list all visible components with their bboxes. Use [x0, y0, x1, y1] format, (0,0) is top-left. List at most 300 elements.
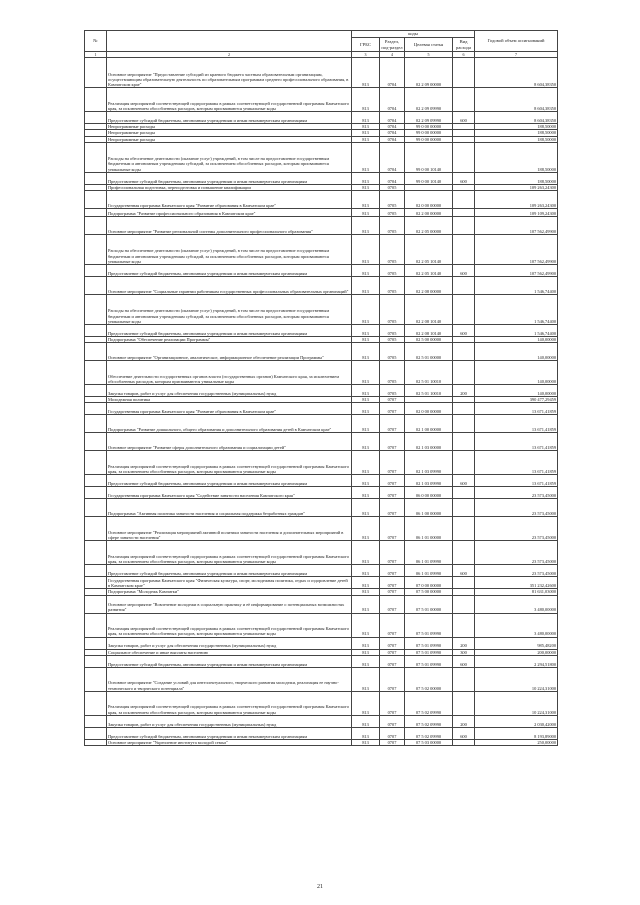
row-num — [85, 517, 107, 541]
row-num — [85, 577, 107, 589]
row-grbs: 813 — [352, 295, 380, 325]
row-exptype: 300 — [453, 649, 475, 655]
row-amount: 188,50000 — [475, 136, 558, 142]
row-section: 0707 — [380, 691, 405, 715]
page-number: 21 — [317, 884, 323, 890]
header-grbs: ГРБС — [352, 38, 380, 52]
row-grbs: 813 — [352, 265, 380, 277]
row-num — [85, 325, 107, 337]
row-section: 0707 — [380, 589, 405, 595]
row-name: Расходы на обеспечение деятельности (оказание услуг) учреждений, в том числе на предоставление государственным бюджетным и автономным учреждениям субсидий, за исключением обособленных расходов, которым присваиваются уникальные коды — [107, 235, 352, 265]
table-body — [85, 58, 558, 746]
row-grbs: 813 — [352, 649, 380, 655]
row-target: 02 2 00 00000 — [405, 209, 453, 217]
row-num — [85, 277, 107, 295]
row-grbs: 813 — [352, 691, 380, 715]
row-target: 02 1 00 00000 — [405, 415, 453, 433]
row-name: Основное мероприятие "Организационное, аналитическое, информационное обеспечение реализации Программы" — [107, 343, 352, 361]
row-num — [85, 403, 107, 415]
row-num — [85, 715, 107, 727]
table-row — [85, 403, 558, 415]
row-exptype: 600 — [453, 565, 475, 577]
row-grbs: 813 — [352, 589, 380, 595]
row-section: 0705 — [380, 361, 405, 385]
row-exptype — [453, 295, 475, 325]
row-target: 02 5 01 00000 — [405, 343, 453, 361]
row-grbs: 813 — [352, 541, 380, 565]
row-grbs: 813 — [352, 337, 380, 343]
row-section: 0704 — [380, 112, 405, 124]
row-grbs: 813 — [352, 112, 380, 124]
row-amount: 23 573,45000 — [475, 499, 558, 517]
row-amount: 81 631,03000 — [475, 589, 558, 595]
row-grbs: 813 — [352, 136, 380, 142]
row-exptype — [453, 88, 475, 112]
table-row — [85, 541, 558, 565]
row-section: 0707 — [380, 715, 405, 727]
row-grbs: 813 — [352, 613, 380, 637]
row-grbs: 813 — [352, 655, 380, 667]
row-amount: 107 562,49900 — [475, 265, 558, 277]
table-row — [85, 142, 558, 172]
row-num — [85, 499, 107, 517]
row-target: 02 5 01 10010 — [405, 385, 453, 397]
row-num — [85, 739, 107, 745]
row-name: Подпрограмма "Активная политика занятости населения и социальная поддержка безработных граждан" — [107, 499, 352, 517]
row-amount: 23 573,45000 — [475, 541, 558, 565]
row-name: Предоставление субсидий бюджетным, автономным учреждениям и иным некоммерческим организациям — [107, 475, 352, 487]
budget-table-sheet — [84, 30, 557, 746]
header-exptype: Вид расхода — [453, 38, 475, 52]
row-num — [85, 451, 107, 475]
table-row — [85, 88, 558, 112]
row-exptype — [453, 691, 475, 715]
row-target: 02 2 08 10140 — [405, 295, 453, 325]
row-name: Закупка товаров, работ и услуг для обеспечения государственных (муниципальных) нужд — [107, 385, 352, 397]
row-name: Реализация мероприятий соответствующей подпрограммы в рамках соответствующей государственной программы Камчатского края, за исключением обособленных расходов, которым присваиваются уникальные коды — [107, 88, 352, 112]
row-name: Непрограммные расходы — [107, 124, 352, 130]
row-target: 07 5 01 09990 — [405, 637, 453, 649]
row-amount: 109 263,24300 — [475, 191, 558, 209]
table-row — [85, 361, 558, 385]
row-num — [85, 112, 107, 124]
table-row — [85, 595, 558, 613]
table-row — [85, 715, 558, 727]
row-amount: 188,50000 — [475, 172, 558, 184]
row-name: Обеспечение деятельности государственных органов власти (государственных органов) Камчатского края, за исключением обособленных расходов, которым присваиваются уникальные коды — [107, 361, 352, 385]
table-row — [85, 565, 558, 577]
table-row — [85, 112, 558, 124]
row-amount: 3 480,00000 — [475, 613, 558, 637]
row-grbs: 813 — [352, 124, 380, 130]
row-section: 0707 — [380, 415, 405, 433]
table-row — [85, 235, 558, 265]
row-grbs: 813 — [352, 343, 380, 361]
row-exptype — [453, 433, 475, 451]
row-grbs: 813 — [352, 130, 380, 136]
row-section: 0707 — [380, 637, 405, 649]
header-section: Раздел, под-раздел — [381, 39, 403, 50]
row-amount: 188,50000 — [475, 124, 558, 130]
row-section: 0707 — [380, 667, 405, 691]
row-exptype: 600 — [453, 655, 475, 667]
header-name — [107, 31, 352, 52]
row-exptype — [453, 517, 475, 541]
row-target: 07 5 00 00000 — [405, 589, 453, 595]
row-exptype — [453, 613, 475, 637]
row-num — [85, 613, 107, 637]
table-row — [85, 667, 558, 691]
row-section: 0705 — [380, 217, 405, 235]
row-target: 02 1 03 00000 — [405, 433, 453, 451]
row-num — [85, 691, 107, 715]
row-exptype — [453, 58, 475, 88]
row-grbs: 813 — [352, 595, 380, 613]
row-amount: 3 480,00000 — [475, 595, 558, 613]
row-section: 0707 — [380, 451, 405, 475]
row-grbs: 813 — [352, 88, 380, 112]
row-amount: 8 604,38350 — [475, 88, 558, 112]
row-exptype — [453, 487, 475, 499]
row-amount: 250,00000 — [475, 739, 558, 745]
row-section: 0707 — [380, 541, 405, 565]
table-row — [85, 727, 558, 739]
row-exptype: 600 — [453, 172, 475, 184]
row-target: 02 2 08 10140 — [405, 325, 453, 337]
row-target: 99 0 00 00000 — [405, 136, 453, 142]
row-exptype: 200 — [453, 385, 475, 397]
row-name: Молодежная политика — [107, 397, 352, 403]
row-target: 07 5 01 09990 — [405, 613, 453, 637]
row-section: 0704 — [380, 136, 405, 142]
row-amount: 13 671,41859 — [475, 403, 558, 415]
row-target: 02 2 05 10140 — [405, 265, 453, 277]
header-amount: Годовой объем ассигнований — [475, 31, 558, 52]
row-exptype — [453, 739, 475, 745]
table-row — [85, 487, 558, 499]
row-exptype: 600 — [453, 112, 475, 124]
row-num — [85, 475, 107, 487]
row-section: 0704 — [380, 142, 405, 172]
row-name: Подпрограмма "Развитие профессионального образования в Камчатском крае" — [107, 209, 352, 217]
row-section: 0707 — [380, 577, 405, 589]
row-num — [85, 343, 107, 361]
row-section: 0707 — [380, 403, 405, 415]
row-exptype — [453, 361, 475, 385]
row-grbs: 813 — [352, 637, 380, 649]
row-section: 0707 — [380, 499, 405, 517]
row-num — [85, 217, 107, 235]
row-exptype — [453, 577, 475, 589]
row-section: 0707 — [380, 433, 405, 451]
row-amount: 188,50000 — [475, 130, 558, 136]
row-grbs: 813 — [352, 361, 380, 385]
row-name: Реализация мероприятий соответствующей подпрограммы в рамках соответствующей государственной программы Камчатского края, за исключением обособленных расходов, которым присваиваются уникальные коды — [107, 451, 352, 475]
row-exptype — [453, 277, 475, 295]
row-num — [85, 191, 107, 209]
row-section: 0707 — [380, 565, 405, 577]
row-target: 02 2 09 00000 — [405, 58, 453, 88]
row-grbs: 813 — [352, 191, 380, 209]
row-exptype — [453, 343, 475, 361]
header-codes: коды — [352, 31, 475, 38]
row-target: 02 0 00 00000 — [405, 191, 453, 209]
row-exptype — [453, 142, 475, 172]
row-name: Закупка товаров, работ и услуг для обеспечения государственных (муниципальных) нужд — [107, 637, 352, 649]
row-name: Непрограммные расходы — [107, 136, 352, 142]
row-target: 06 0 00 00000 — [405, 487, 453, 499]
row-amount: 200,00000 — [475, 649, 558, 655]
row-name: Основное мероприятие "Создание условий для интеллектуального, творческого развития молодежи, реализация ее научно-технического и творческого потенциала" — [107, 667, 352, 691]
table-row — [85, 517, 558, 541]
row-num — [85, 541, 107, 565]
row-amount: 351 232,42600 — [475, 577, 558, 589]
row-amount: 8 604,38350 — [475, 112, 558, 124]
row-target: 07 5 02 09990 — [405, 715, 453, 727]
row-target: 02 2 08 00000 — [405, 277, 453, 295]
row-name: Подпрограмма "Обеспечение реализации Программы" — [107, 337, 352, 343]
row-grbs: 813 — [352, 403, 380, 415]
row-name: Закупка товаров, работ и услуг для обеспечения государственных (муниципальных) нужд — [107, 715, 352, 727]
row-amount: 23 573,45000 — [475, 487, 558, 499]
row-amount: 23 573,45000 — [475, 517, 558, 541]
header-target: Целевая статья — [405, 38, 453, 52]
row-name: Социальное обеспечение и иные выплаты населению — [107, 649, 352, 655]
row-amount: 107 562,49900 — [475, 235, 558, 265]
row-section: 0704 — [380, 130, 405, 136]
table-row — [85, 655, 558, 667]
row-exptype — [453, 541, 475, 565]
row-section: 0705 — [380, 295, 405, 325]
row-target: 06 1 01 09990 — [405, 565, 453, 577]
row-target: 99 0 00 10140 — [405, 142, 453, 172]
row-target: 07 5 01 09990 — [405, 655, 453, 667]
row-section: 0704 — [380, 172, 405, 184]
row-amount: 13 671,41859 — [475, 451, 558, 475]
row-amount: 2 030,42000 — [475, 715, 558, 727]
table-row — [85, 325, 558, 337]
row-num — [85, 88, 107, 112]
row-name: Основное мероприятие "Укрепление института молодой семьи" — [107, 739, 352, 745]
row-num — [85, 415, 107, 433]
row-section: 0707 — [380, 475, 405, 487]
table-row — [85, 265, 558, 277]
table-row — [85, 385, 558, 397]
row-target: 07 5 02 00000 — [405, 667, 453, 691]
table-row — [85, 277, 558, 295]
row-amount: 109 263,24300 — [475, 184, 558, 190]
row-name: Государственная программа Камчатского края "Развитие образования в Камчатском крае" — [107, 191, 352, 209]
row-section: 0707 — [380, 739, 405, 745]
row-target: 07 5 03 00000 — [405, 739, 453, 745]
row-num — [85, 265, 107, 277]
row-amount: 23 573,45000 — [475, 565, 558, 577]
row-grbs: 813 — [352, 325, 380, 337]
row-section: 0705 — [380, 184, 405, 190]
row-name: Профессиональная подготовка, переподготовка и повышение квалификации — [107, 184, 352, 190]
row-name: Подпрограмма "Развитие дошкольного, общего образования и дополнительного образования детей в Камчатском крае" — [107, 415, 352, 433]
row-num — [85, 172, 107, 184]
row-section: 0705 — [380, 235, 405, 265]
row-grbs: 813 — [352, 385, 380, 397]
row-exptype — [453, 667, 475, 691]
row-num — [85, 385, 107, 397]
row-section: 0707 — [380, 727, 405, 739]
row-amount: 13 671,41859 — [475, 415, 558, 433]
row-amount: 109 109,24300 — [475, 209, 558, 217]
row-grbs: 813 — [352, 397, 380, 403]
row-target: 99 0 00 00000 — [405, 124, 453, 130]
row-amount: 10 224,31000 — [475, 667, 558, 691]
table-row — [85, 191, 558, 209]
row-name: Предоставление субсидий бюджетным, автономным учреждениям и иным некоммерческим организациям — [107, 172, 352, 184]
row-name: Предоставление субсидий бюджетным, автономным учреждениям и иным некоммерческим организациям — [107, 325, 352, 337]
row-target: 07 5 02 09990 — [405, 727, 453, 739]
row-num — [85, 361, 107, 385]
table-row — [85, 499, 558, 517]
row-section: 0707 — [380, 649, 405, 655]
row-grbs: 813 — [352, 217, 380, 235]
table-row — [85, 637, 558, 649]
header-num: № — [85, 31, 107, 52]
row-amount: 1 546,74400 — [475, 277, 558, 295]
row-amount: 107 562,49900 — [475, 217, 558, 235]
row-grbs: 813 — [352, 209, 380, 217]
row-target: 07 5 01 00000 — [405, 595, 453, 613]
row-exptype: 600 — [453, 727, 475, 739]
row-name: Расходы на обеспечение деятельности (оказание услуг) учреждений, в том числе на предоставление государственным бюджетным и автономным учреждениям субсидий, за исключением обособленных расходов, которым присваиваются уникальные коды — [107, 142, 352, 172]
row-section: 0707 — [380, 517, 405, 541]
row-section: 0707 — [380, 655, 405, 667]
row-grbs: 813 — [352, 184, 380, 190]
row-exptype — [453, 209, 475, 217]
table-row — [85, 691, 558, 715]
row-num — [85, 142, 107, 172]
row-num — [85, 565, 107, 577]
row-num — [85, 235, 107, 265]
row-section: 0707 — [380, 613, 405, 637]
row-target: 02 0 00 00000 — [405, 403, 453, 415]
table-row — [85, 209, 558, 217]
table-row — [85, 217, 558, 235]
table-row — [85, 343, 558, 361]
row-grbs: 813 — [352, 667, 380, 691]
row-target: 99 0 00 00000 — [405, 130, 453, 136]
table-row — [85, 433, 558, 451]
row-target: 02 1 03 09990 — [405, 475, 453, 487]
row-name: Государственная программа Камчатского края "Физическая культура, спорт, молодежная политика, отдых и оздоровление детей в Камчатском крае" — [107, 577, 352, 589]
row-num — [85, 487, 107, 499]
row-num — [85, 727, 107, 739]
row-name: Подпрограмма "Молодежь Камчатки" — [107, 589, 352, 595]
row-name: Непрограммные расходы — [107, 130, 352, 136]
row-grbs: 813 — [352, 451, 380, 475]
row-grbs: 813 — [352, 142, 380, 172]
row-num — [85, 637, 107, 649]
row-exptype: 600 — [453, 325, 475, 337]
row-num — [85, 209, 107, 217]
row-exptype: 200 — [453, 715, 475, 727]
row-num — [85, 295, 107, 325]
row-exptype — [453, 499, 475, 517]
row-target: 07 0 00 00000 — [405, 577, 453, 589]
row-target: 06 1 01 00000 — [405, 517, 453, 541]
row-grbs: 813 — [352, 499, 380, 517]
row-num — [85, 433, 107, 451]
row-section: 0705 — [380, 277, 405, 295]
row-grbs: 813 — [352, 739, 380, 745]
row-grbs: 813 — [352, 235, 380, 265]
row-name: Расходы на обеспечение деятельности (оказание услуг) учреждений, в том числе на предоставление государственным бюджетным и автономным учреждениям субсидий, за исключением обособленных расходов, которым присваиваются уникальные коды — [107, 295, 352, 325]
row-target: 02 2 05 10140 — [405, 235, 453, 265]
row-name: Основное мероприятие "Предоставление субсидий из краевого бюджета частным образовательным организациям, осуществляющим образовательную деятельность по образовательным программам среднего профессионального образования, в Камчатском крае" — [107, 58, 352, 88]
row-num — [85, 595, 107, 613]
row-name: Предоставление субсидий бюджетным, автономным учреждениям и иным некоммерческим организациям — [107, 112, 352, 124]
row-grbs: 813 — [352, 58, 380, 88]
row-name: Основное мероприятие "Вовлечение молодежи в социальную практику и её информирование о потенциальных возможностях развития" — [107, 595, 352, 613]
row-grbs: 813 — [352, 172, 380, 184]
table-row — [85, 415, 558, 433]
row-num — [85, 667, 107, 691]
row-name: Основное мероприятие "Реализация мероприятий активной политики занятости населения и дополнительных мероприятий в сфере занятости населения" — [107, 517, 352, 541]
row-target: 02 5 01 10010 — [405, 361, 453, 385]
row-section: 0705 — [380, 337, 405, 343]
table-row — [85, 739, 558, 745]
row-section: 0705 — [380, 343, 405, 361]
row-exptype: 200 — [453, 637, 475, 649]
row-num — [85, 58, 107, 88]
row-amount: 390 477,29459 — [475, 397, 558, 403]
row-amount: 13 671,41859 — [475, 475, 558, 487]
row-grbs: 813 — [352, 727, 380, 739]
row-amount: 140,00000 — [475, 385, 558, 397]
row-grbs: 813 — [352, 715, 380, 727]
row-amount: 188,50000 — [475, 142, 558, 172]
row-section: 0707 — [380, 595, 405, 613]
table-row — [85, 172, 558, 184]
row-target: 06 1 00 00000 — [405, 499, 453, 517]
row-grbs: 813 — [352, 277, 380, 295]
row-amount: 2 294,51800 — [475, 655, 558, 667]
row-section: 0705 — [380, 385, 405, 397]
row-section: 0705 — [380, 191, 405, 209]
table-row — [85, 58, 558, 88]
row-name: Основное мероприятие "Развитие региональной системы дополнительного профессионального образования" — [107, 217, 352, 235]
row-target: 02 2 09 09990 — [405, 112, 453, 124]
table-row — [85, 475, 558, 487]
row-section: 0704 — [380, 124, 405, 130]
row-exptype — [453, 191, 475, 209]
row-name: Предоставление субсидий бюджетным, автономным учреждениям и иным некоммерческим организациям — [107, 565, 352, 577]
row-amount: 1 546,74400 — [475, 325, 558, 337]
row-amount: 8 193,89000 — [475, 727, 558, 739]
row-grbs: 813 — [352, 517, 380, 541]
row-num — [85, 655, 107, 667]
row-amount: 13 671,41859 — [475, 433, 558, 451]
row-section: 0707 — [380, 397, 405, 403]
row-target: 07 5 01 09990 — [405, 649, 453, 655]
row-grbs: 813 — [352, 475, 380, 487]
row-exptype: 600 — [453, 475, 475, 487]
row-section: 0705 — [380, 325, 405, 337]
row-target: 06 1 01 09990 — [405, 541, 453, 565]
row-name: Основное мероприятие "Социальные гарантии работникам государственных профессиональных образовательных организаций" — [107, 277, 352, 295]
row-exptype — [453, 451, 475, 475]
row-exptype — [453, 235, 475, 265]
row-exptype — [453, 403, 475, 415]
row-amount: 140,00000 — [475, 343, 558, 361]
row-exptype — [453, 217, 475, 235]
